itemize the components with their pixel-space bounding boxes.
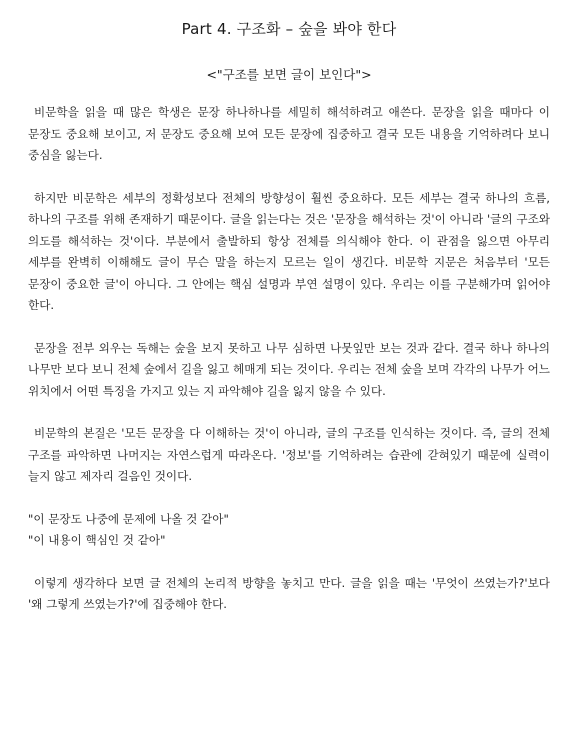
quote-2: "이 내용이 핵심인 것 같아": [28, 533, 166, 547]
paragraph-2: 하지만 비문학은 세부의 정확성보다 전체의 방향성이 훨씬 중요하다. 모든 세부는 결국 하나의 흐름, 하나의 구조를 위해 존재하기 때문이다. 글을 읽는다는 것은 '문장을 해석하는 것'이 아니라 '글의 구조와 의도를 해석하는 것'이다. 부분에서 출발하되 항상 전체를 의식해야 한다. 이 관점을 잃으면 아무리 세부를 완벽히 이해해도 글이 무슨 말을 하는지 모르는 일이 생긴다. 비문학 지문은 처음부터 '모든 문장이 중요한 글'이 아니다. 그 안에는 핵심 설명과 부연 설명이 있다. 우리는 이를 구분해가며 읽어야 한다.: [28, 190, 550, 312]
page-subtitle: <"구조를 보면 글이 보인다">: [206, 67, 372, 82]
paragraph-4: 비문학의 본질은 '모든 문장을 다 이해하는 것'이 아니라, 글의 구조를 인식하는 것이다. 즉, 글의 전체 구조를 파악하면 나머지는 자연스럽게 따라온다. '정보'를 기억하려는 습관에 갇혀있기 때문에 실력이 늘지 않고 제자리 걸음인 것이다.: [28, 426, 550, 483]
closing-paragraph: 이렇게 생각하다 보면 글 전체의 논리적 방향을 놓치고 만다. 글을 읽을 때는 '무엇이 쓰였는가?'보다 '왜 그렇게 쓰였는가?'에 집중해야 한다.: [28, 575, 550, 611]
quote-block: [28, 509, 550, 552]
paragraph-3: 문장을 전부 외우는 독해는 숲을 보지 못하고 나무 심하면 나뭇잎만 보는 것과 같다. 결국 하나 하나의 나무만 보다 보니 전체 숲에서 길을 잃고 헤매게 되는 것이다. 우리는 전체 숲을 보며 각각의 나무가 어느 위치에서 어떤 특징을 가지고 있는 지 파악해야 길을 잃지 않을 수 있다.: [28, 340, 550, 398]
quote-1: "이 문장도 나중에 문제에 나올 것 같아": [28, 511, 229, 526]
page-title: Part 4. 구조화 – 숲을 봐야 한다: [181, 20, 397, 38]
paragraph-1: 비문학을 읽을 때 많은 학생은 문장 하나하나를 세밀히 해석하려고 애쓴다. 문장을 읽을 때마다 이 문장도 중요해 보이고, 저 문장도 중요해 보여 모든 문장에 집중하고 결국 모든 내용을 기억하려다 보니 중심을 잃는다.: [28, 105, 550, 162]
